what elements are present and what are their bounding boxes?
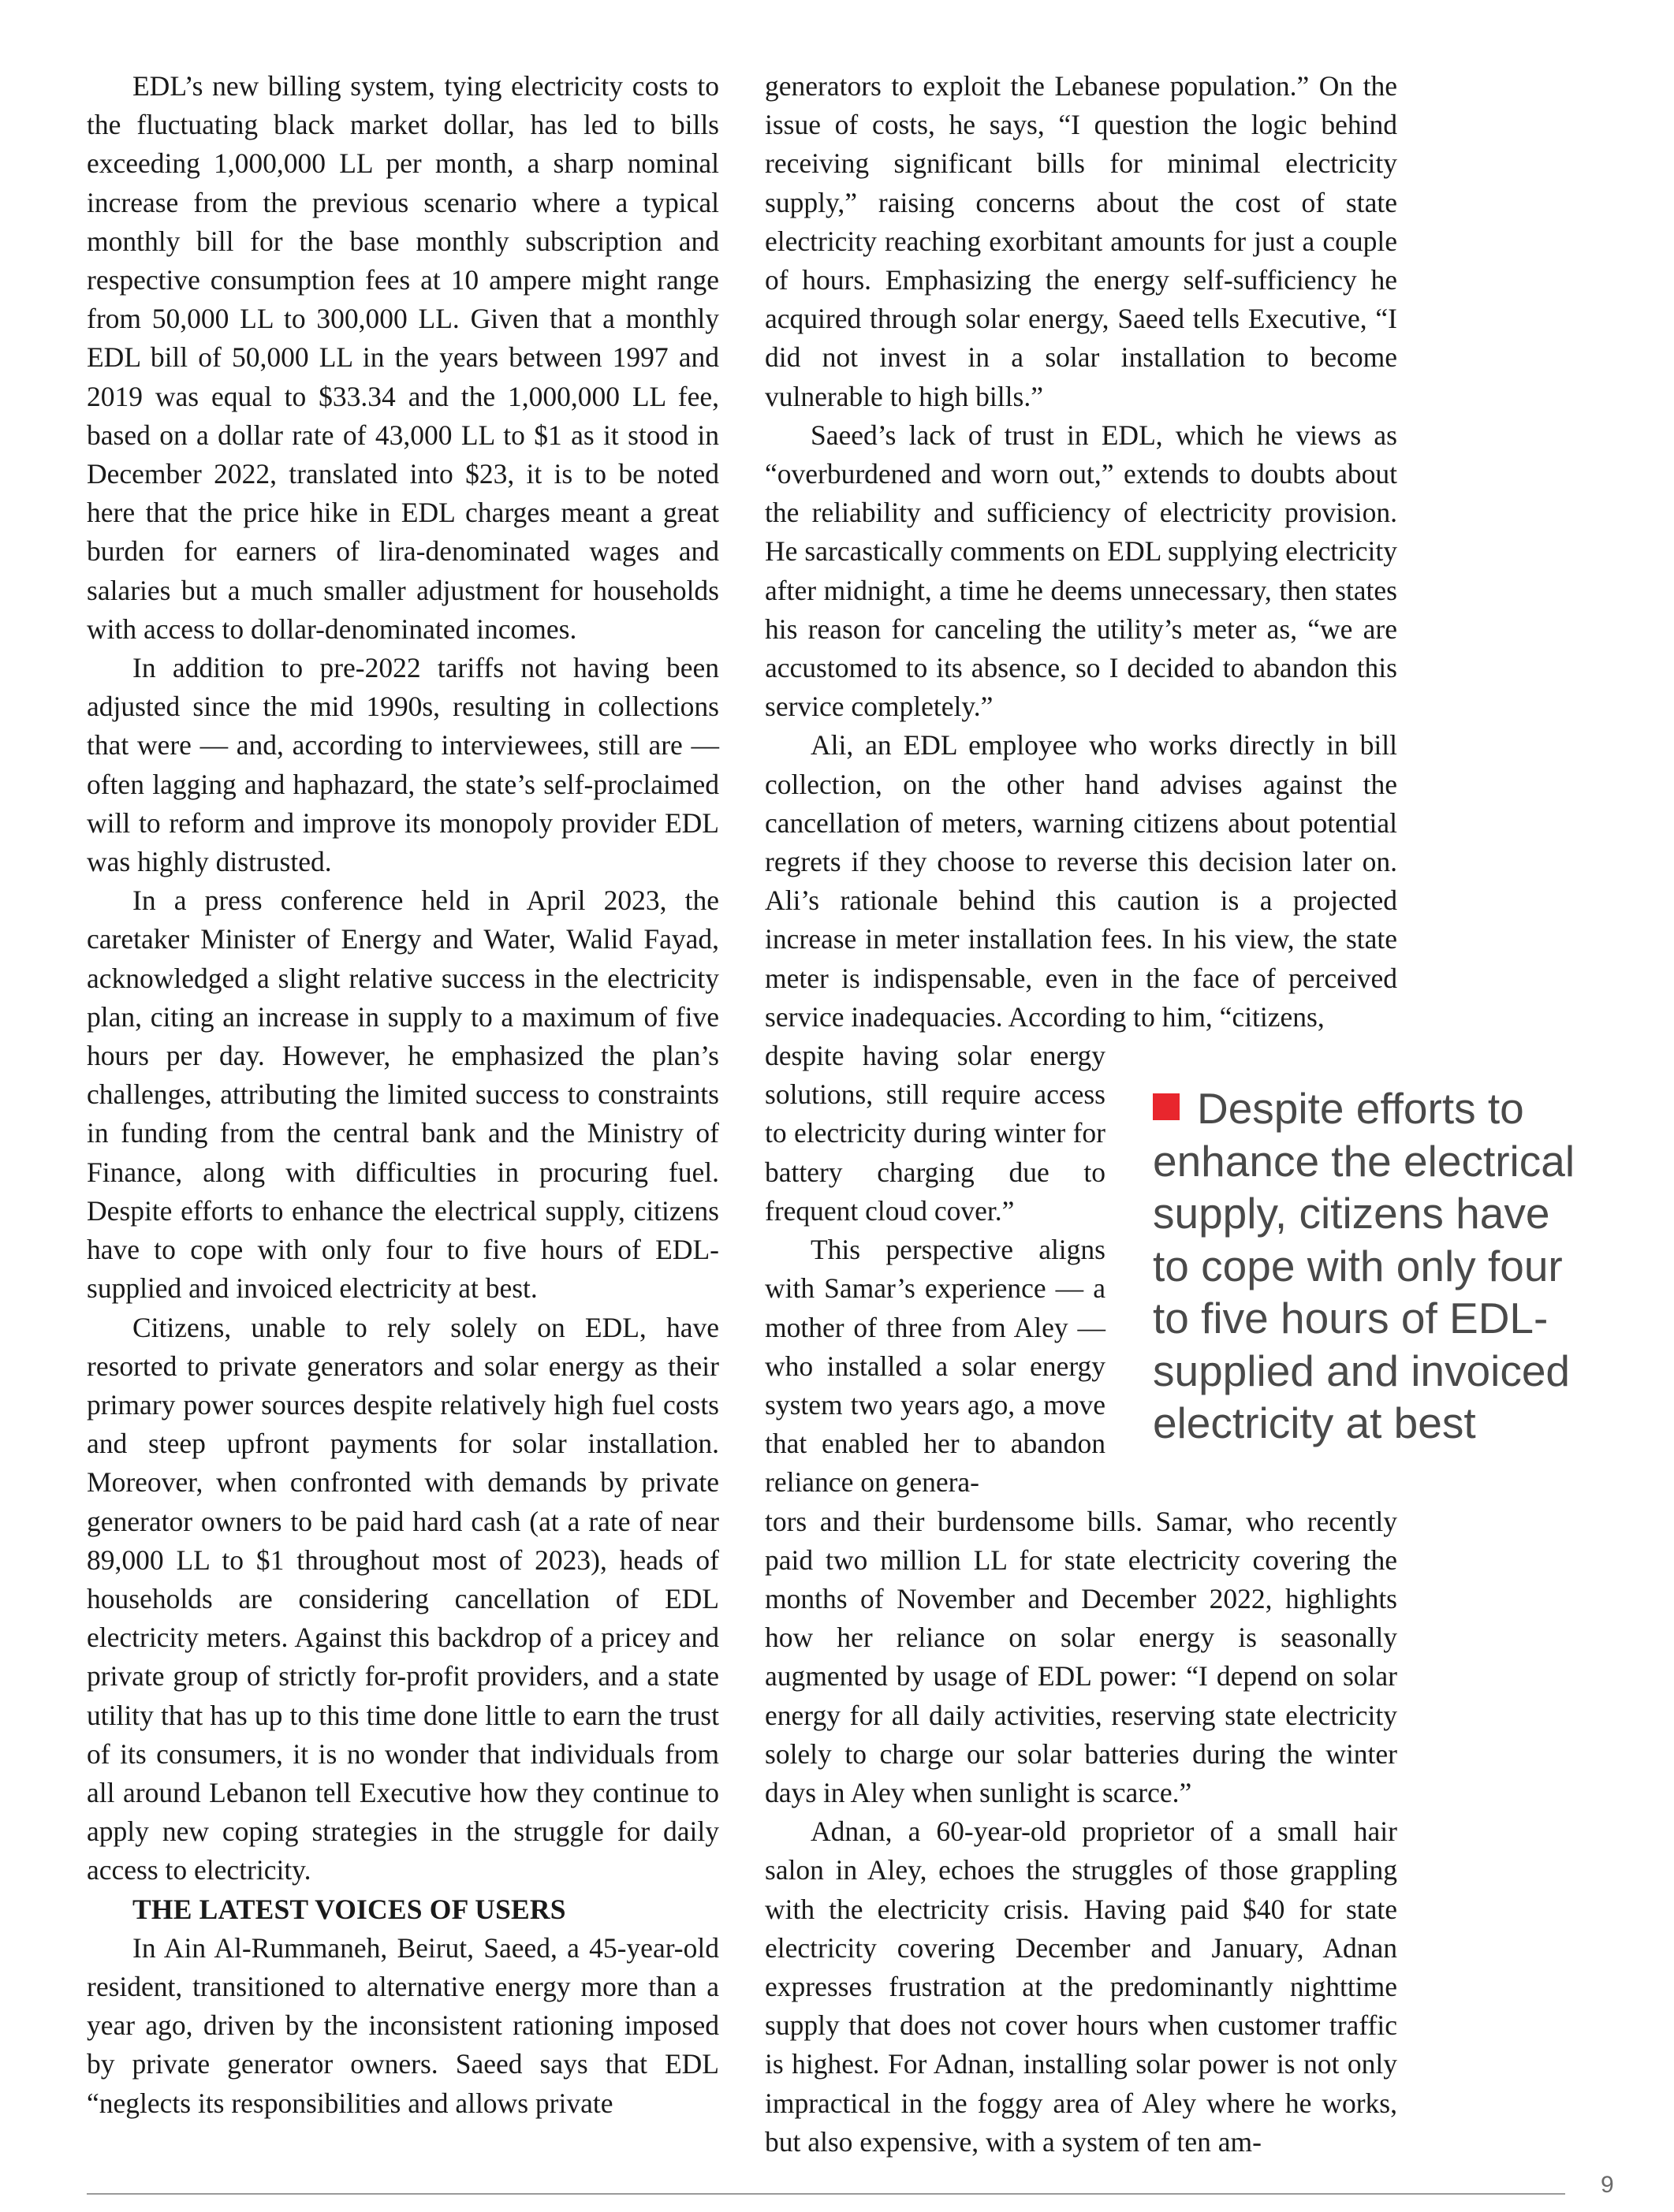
red-square-icon (1153, 1093, 1180, 1120)
pull-quote (1153, 1082, 1594, 1450)
paragraph-samar: This perspective aligns with Samar’s experience — a mother of three from Aley —who installed a solar energy system two years ago, a move that enabled her to abandon reliance on genera- (765, 1234, 1105, 1499)
paragraph-billing-system: EDL’s new billing system, tying electricity costs to the fluctuating black market dollar, has led to bills exceeding 1,000,000 LL per month, a sharp nominal increase from the previous scenario where a typical monthly bill for the base monthly subscription and respective consumption fees at 10 ampere might range from 50,000 LL to 300,000 LL. Given that a monthly EDL bill of 50,000 LL in the years between 1997 and 2019 was equal to $33.34 and the 1,000,000 LL fee, based on a dollar rate of 43,000 LL to $1 as it stood in December 2022, translated into $23, it is to be noted here that the price hike in EDL charges meant a great burden for earners of lira-denominated wages and salaries but a much smaller adjustment for households with access to dollar-denominated incomes. (87, 70, 719, 645)
pull-quote-text: Despite efforts to enhance the electrical supply, citizens have to cope with only four to five hours of EDL-supplied and invoiced electricity at best (1153, 1084, 1575, 1447)
paragraph-ali-continued: despite having solar energy solutions, still require access to electricity during winter for battery charging due to frequent cloud cover.” (765, 1040, 1105, 1227)
paragraph-ali: Ali, an EDL employee who works directly in bill collection, on the other hand advises against the cancellation of meters, warning citizens about potential regrets if they choose to reverse this decision later on. Ali’s rationale behind this caution is a projected increase in meter installation fees. In his view, the state meter is indispensable, even in the face of perceived service inadequacies. According to him, “citizens, (765, 729, 1397, 1033)
paragraph-adnan: Adnan, a 60-year-old proprietor of a small hair salon in Aley, echoes the struggles of those grappling with the electricity crisis. Having paid $40 for state electricity covering December and January, Adnan expresses frustration at the predominantly nighttime supply that does not cover hours when customer traffic is highest. For Adnan, installing solar power is not only impractical in the foggy area of Aley where he works, but also expensive, with a system of ten am- (765, 1815, 1397, 2158)
paragraph-saeed-continued: generators to exploit the Lebanese population.” On the issue of costs, he says, “I question the logic behind receiving significant bills for minimal electricity supply,” raising concerns about the cost of state electricity reaching exorbitant amounts for just a couple of hours. Emphasizing the energy self-sufficiency he acquired through solar energy, Saeed tells Executive, “I did not invest in a solar installation to become vulnerable to high bills.” (765, 70, 1397, 412)
paragraph-saeed-trust: Saeed’s lack of trust in EDL, which he views as “overburdened and worn out,” extends to doubts about the reliability and sufficiency of electricity provision. He sarcastically comments on EDL supplying electricity after midnight, a time he deems unnecessary, then states his reason for canceling the utility’s meter as, “we are accustomed to its absence, so I decided to abandon this service completely.” (765, 419, 1397, 723)
article-column-left (87, 67, 719, 2123)
paragraph-saeed-intro: In Ain Al-Rummaneh, Beirut, Saeed, a 45-year-old resident, transitioned to alternative energy more than a year ago, driven by the inconsistent rationing imposed by private generator owners. Saeed says that EDL “neglects its responsibilities and allows private (87, 1931, 719, 2119)
page-number: 9 (1601, 2172, 1614, 2198)
footer-rule (87, 2193, 1565, 2195)
paragraph-tariffs: In addition to pre-2022 tariffs not having been adjusted since the mid 1990s, resulting in collections that were — and, according to interviewees, still are — often lagging and haphazard, the state’s self-proclaimed will to reform and improve its monopoly provider EDL was highly distrusted. (87, 652, 719, 878)
paragraph-samar-continued: tors and their burdensome bills. Samar, who recently paid two million LL for state electricity covering the months of November and December 2022, highlights how her reliance on solar energy is seasonally augmented by usage of EDL power: “I depend on solar energy for all daily activities, reserving state electricity solely to charge our solar batteries during the winter days in Aley when sunlight is scarce.” (765, 1505, 1397, 1808)
paragraph-citizens-alternatives: Citizens, unable to rely solely on EDL, have resorted to private generators and solar energy as their primary power sources despite relatively high fuel costs and steep upfront payments for solar installation. Moreover, when confronted with demands by private generator owners to be paid hard cash (at a rate of near 89,000 LL to $1 throughout most of 2023), heads of households are considering cancellation of EDL electricity meters. Against this backdrop of a pricey and private group of strictly for-profit providers, and a state utility that has up to this time done little to earn the trust of its consumers, it is no wonder that individuals from all around Lebanon tell Executive how they continue to apply new coping strategies in the struggle for daily access to electricity. (87, 1311, 719, 1886)
section-heading: THE LATEST VOICES OF USERS (132, 1893, 566, 1925)
paragraph-press-conference: In a press conference held in April 2023, the caretaker Minister of Energy and Water, Walid Fayad, acknowledged a slight relative success in the electricity plan, citing an increase in supply to a maximum of five hours per day. However, he emphasized the plan’s challenges, attributing the limited success to constraints in funding from the central bank and the Ministry of Finance, along with difficulties in procuring fuel. Despite efforts to enhance the electrical supply, citizens have to cope with only four to five hours of EDL-supplied and invoiced electricity at best. (87, 884, 719, 1305)
